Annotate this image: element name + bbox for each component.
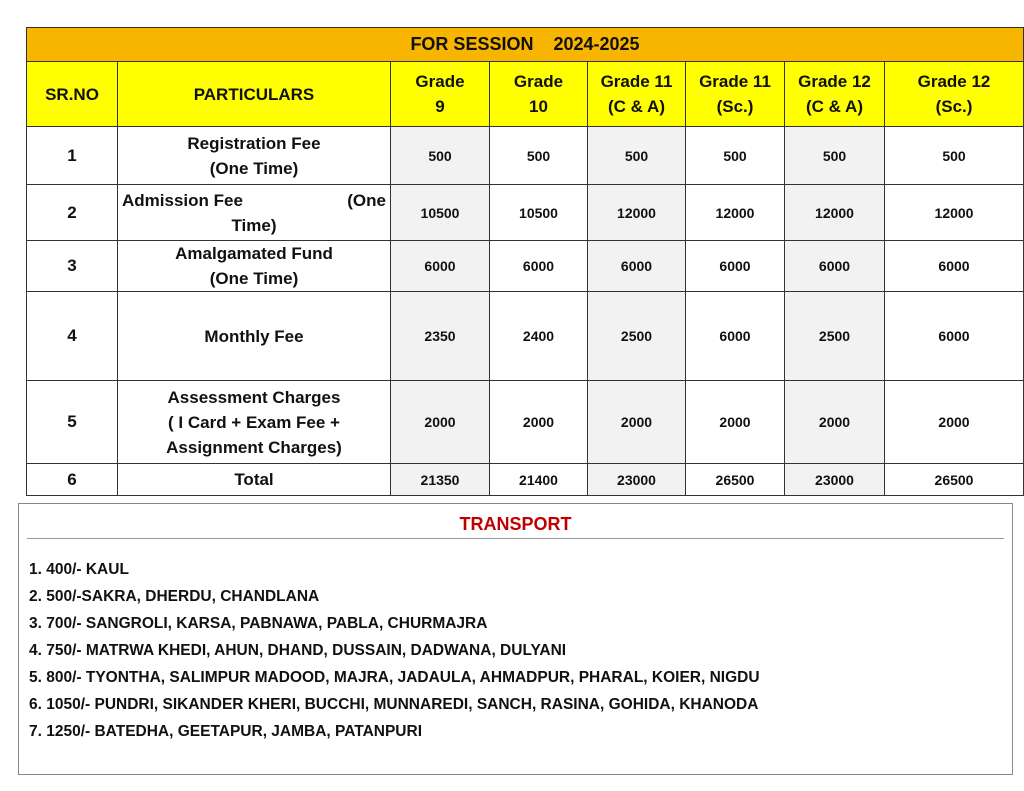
fee-cell: 6000 — [391, 241, 490, 292]
list-item: 7. 1250/- BATEDHA, GEETAPUR, JAMBA, PATANPURI — [29, 723, 423, 740]
table-row — [27, 127, 1024, 185]
fee-cell: 12000 — [686, 185, 785, 241]
fee-cell: 6000 — [885, 241, 1024, 292]
fee-cell: 2350 — [391, 292, 490, 381]
fee-cell: 12000 — [588, 185, 686, 241]
srno-header: SR.NO — [27, 62, 118, 127]
fee-table — [26, 27, 1024, 496]
list-item: 1. 400/- KAUL — [29, 561, 129, 578]
grade-header: Grade 12 (C & A) — [785, 62, 885, 127]
grade-header: Grade 9 — [391, 62, 490, 127]
fee-cell: 2000 — [588, 381, 686, 464]
fee-cell: 2000 — [490, 381, 588, 464]
fee-cell: 6000 — [490, 241, 588, 292]
fee-cell: 12000 — [885, 185, 1024, 241]
grade-header: Grade 12 (Sc.) — [885, 62, 1024, 127]
transport-list — [29, 556, 760, 745]
list-item: 3. 700/- SANGROLI, KARSA, PABNAWA, PABLA, CHURMAJRA — [29, 615, 488, 632]
total-cell: 23000 — [588, 464, 686, 496]
fee-cell: 12000 — [785, 185, 885, 241]
fee-cell: 500 — [885, 127, 1024, 185]
fee-cell: 2000 — [391, 381, 490, 464]
particular-cell: Assessment Charges ( I Card + Exam Fee + Assignment Charges) — [118, 381, 391, 464]
total-cell: 26500 — [885, 464, 1024, 496]
table-row — [27, 381, 1024, 464]
row-number: 2 — [27, 185, 118, 241]
list-item: 6. 1050/- PUNDRI, SIKANDER KHERI, BUCCHI, MUNNAREDI, SANCH, RASINA, GOHIDA, KHANODA — [29, 696, 759, 713]
row-number: 5 — [27, 381, 118, 464]
total-cell: 21400 — [490, 464, 588, 496]
fee-cell: 6000 — [588, 241, 686, 292]
particular-cell: Registration Fee (One Time) — [118, 127, 391, 185]
fee-cell: 6000 — [686, 292, 785, 381]
list-item: 2. 500/-SAKRA, DHERDU, CHANDLANA — [29, 588, 320, 605]
row-number: 3 — [27, 241, 118, 292]
particulars-header: PARTICULARS — [118, 62, 391, 127]
row-number: 6 — [27, 464, 118, 496]
session-header-row — [27, 28, 1024, 62]
particular-cell: Total — [118, 464, 391, 496]
particular-cell: Monthly Fee — [118, 292, 391, 381]
fee-cell: 6000 — [686, 241, 785, 292]
fee-cell: 500 — [391, 127, 490, 185]
grade-header: Grade 10 — [490, 62, 588, 127]
fee-cell: 6000 — [885, 292, 1024, 381]
table-row — [27, 292, 1024, 381]
particular-cell: Admission Fee (One Time) — [118, 185, 391, 241]
fee-cell: 2000 — [686, 381, 785, 464]
fee-cell: 2500 — [588, 292, 686, 381]
total-cell: 26500 — [686, 464, 785, 496]
fee-cell: 500 — [686, 127, 785, 185]
list-item: 5. 800/- TYONTHA, SALIMPUR MADOOD, MAJRA, JADAULA, AHMADPUR, PHARAL, KOIER, NIGDU — [29, 669, 760, 686]
particular-cell: Amalgamated Fund (One Time) — [118, 241, 391, 292]
list-item: 4. 750/- MATRWA KHEDI, AHUN, DHAND, DUSSAIN, DADWANA, DULYANI — [29, 642, 567, 659]
total-cell: 21350 — [391, 464, 490, 496]
row-number: 1 — [27, 127, 118, 185]
fee-cell: 500 — [785, 127, 885, 185]
fee-cell: 2400 — [490, 292, 588, 381]
fee-cell: 2000 — [885, 381, 1024, 464]
column-header-row — [27, 62, 1024, 127]
fee-cell: 2000 — [785, 381, 885, 464]
grade-header: Grade 11 (Sc.) — [686, 62, 785, 127]
fee-cell: 500 — [588, 127, 686, 185]
grade-header: Grade 11 (C & A) — [588, 62, 686, 127]
fee-cell: 10500 — [490, 185, 588, 241]
session-title: FOR SESSION 2024-2025 — [27, 28, 1024, 62]
divider — [27, 538, 1004, 539]
fee-cell: 2500 — [785, 292, 885, 381]
transport-box — [18, 503, 1013, 775]
table-row — [27, 241, 1024, 292]
transport-title: TRANSPORT — [459, 514, 572, 534]
total-cell: 23000 — [785, 464, 885, 496]
fee-cell: 6000 — [785, 241, 885, 292]
fee-cell: 10500 — [391, 185, 490, 241]
fee-cell: 500 — [490, 127, 588, 185]
row-number: 4 — [27, 292, 118, 381]
table-row — [27, 185, 1024, 241]
total-row — [27, 464, 1024, 496]
